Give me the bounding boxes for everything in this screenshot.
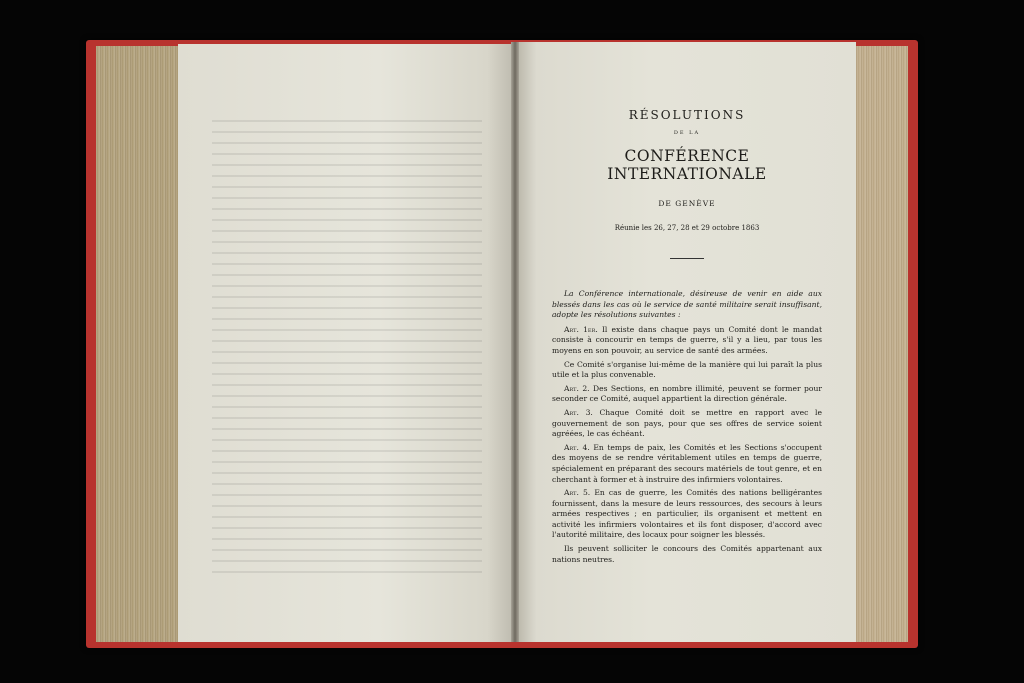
left-page-show-through bbox=[212, 120, 482, 580]
intro-paragraph: La Conférence internationale, désireuse de venir en aide aux blessés dans les cas où le service de santé militaire serait insuffisant, adopte les résolutions suivantes : bbox=[552, 289, 822, 320]
article-label: Art. 3. bbox=[564, 407, 593, 417]
article-label: Art. 2. bbox=[564, 383, 590, 393]
article-5 bbox=[552, 488, 822, 541]
right-page-text bbox=[552, 100, 822, 568]
article-label: Art. 5. bbox=[564, 488, 591, 498]
resolutions-body bbox=[552, 289, 822, 565]
article-label: Art. 4. bbox=[564, 442, 590, 452]
article-text: En cas de guerre, les Comités des nations belligérantes fournissent, dans la mesure de leurs ressources, des secours à leurs armées respectives ; en particulier, ils organisent et mettent en activité les infirmiers volontaires et ils font disposer, d'accord avec l'autorité militaire, des locaux pour soigner les blessés. bbox=[552, 488, 822, 540]
article-text: Ce Comité s'organise lui-même de la manière qui lui paraît la plus utile et la plus convenable. bbox=[552, 359, 822, 380]
title-conference: CONFÉRENCE INTERNATIONALE bbox=[607, 147, 767, 183]
page-edges-right bbox=[852, 46, 908, 642]
article-4 bbox=[552, 443, 822, 485]
article-text: En temps de paix, les Comités et les Sections s'occupent des moyens de se rendre véritablement utiles en temps de guerre, spécialement en préparant des secours matériels de tout genre, et en cherchant à former et à instruire des infirmiers volontaires. bbox=[552, 442, 822, 484]
meeting-dates: Réunie les 26, 27, 28 et 29 octobre 1863 bbox=[614, 224, 760, 232]
title-geneve: DE GENÈVE bbox=[658, 199, 716, 208]
article-5-continued bbox=[552, 544, 822, 565]
article-text: Ils peuvent solliciter le concours des Comités appartenant aux nations neutres. bbox=[552, 544, 822, 564]
article-text: Des Sections, en nombre illimité, peuvent se former pour seconder ce Comité, auquel appartient la direction générale. bbox=[552, 383, 822, 404]
title-de-la: DE LA bbox=[673, 130, 701, 136]
page-edges-left bbox=[96, 46, 180, 642]
title-rule bbox=[670, 258, 704, 259]
article-text: Il existe dans chaque pays un Comité dont le mandat consiste à concourir en temps de guerre, s'il y a lieu, par tous les moyens en son pouvoir, au service de santé des armées. bbox=[552, 324, 822, 355]
article-1-continued bbox=[552, 360, 822, 381]
article-2 bbox=[552, 384, 822, 405]
article-3 bbox=[552, 408, 822, 440]
book-gutter bbox=[511, 42, 519, 642]
title-resolutions: RÉSOLUTIONS bbox=[628, 108, 746, 122]
article-1 bbox=[552, 325, 822, 357]
article-text: Chaque Comité doit se mettre en rapport avec le gouvernement de son pays, pour que ses offres de service soient agréées, le cas échéant. bbox=[552, 407, 822, 439]
article-label: Art. 1er. bbox=[564, 324, 598, 334]
